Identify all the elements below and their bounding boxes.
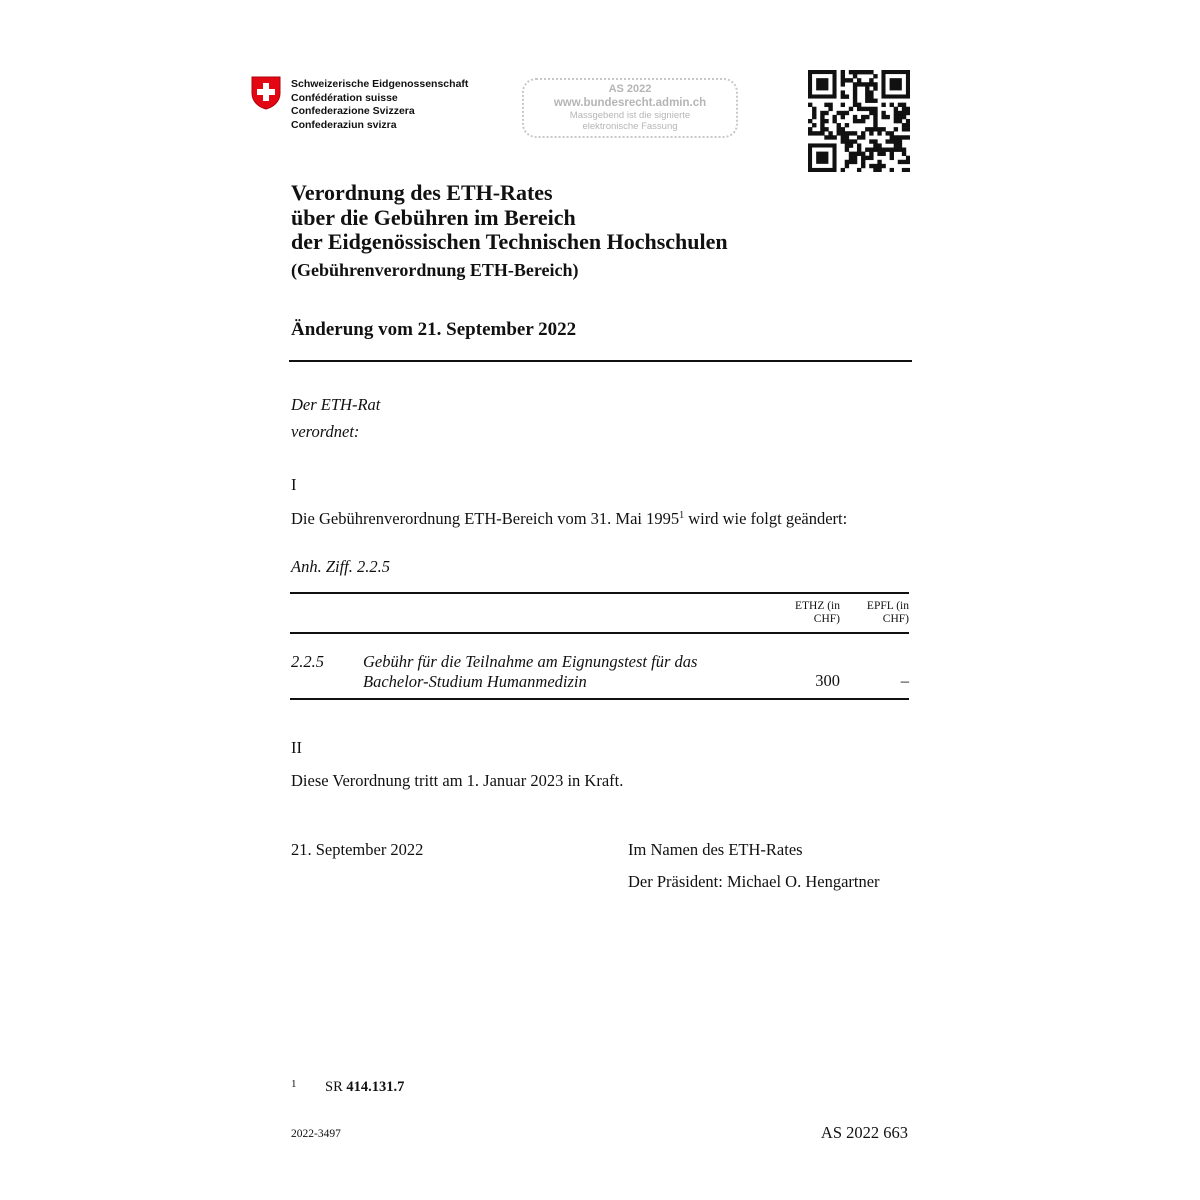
qr-code-icon[interactable]: [808, 70, 910, 172]
footnote-text: [325, 1079, 404, 1096]
stamp-line-4: elektronische Fassung: [582, 121, 678, 132]
epfl-header-line-1: EPFL (in: [866, 600, 909, 612]
swiss-coat-of-arms-icon: [251, 76, 281, 110]
column-header-epfl: [838, 600, 909, 626]
signature-president: Der Präsident: Michael O. Hengartner: [628, 872, 880, 891]
table-row-number: 2.2.5: [291, 652, 324, 671]
signature-date: 21. September 2022: [291, 840, 424, 859]
footnote-number: 1: [291, 1078, 297, 1090]
title-line-1: Verordnung des ETH-Rates: [291, 180, 553, 205]
table-cell-epfl: –: [900, 671, 909, 690]
table-top-rule: [290, 592, 909, 594]
table-row-description: [363, 652, 697, 692]
table-row-description-line-1: Gebühr für die Teilnahme am Eignungstest für das: [363, 652, 698, 671]
stamp-line-2: www.bundesrecht.admin.ch: [553, 97, 707, 109]
footnote-reference[interactable]: 1: [679, 510, 685, 521]
document-title: [291, 181, 728, 255]
stamp-line-1: AS 2022: [608, 83, 652, 95]
footnote-sr-number[interactable]: 414.131.7: [346, 1079, 405, 1095]
preamble-issuer: Der ETH-Rat: [291, 395, 381, 414]
section-2-text: Diese Verordnung tritt am 1. Januar 2023 in Kraft.: [291, 771, 624, 790]
section-1-text: [291, 509, 847, 529]
epfl-header-line-2: CHF): [882, 613, 909, 625]
title-divider: [289, 360, 912, 362]
table-cell-ethz: 300: [815, 671, 840, 690]
logo-line-rm: Confederaziun svizra: [291, 118, 397, 131]
section-numeral-2: II: [291, 738, 302, 757]
section-numeral-1: I: [291, 475, 297, 494]
preamble-verb: verordnet:: [291, 422, 360, 441]
footnote-prefix: SR: [325, 1079, 347, 1095]
publication-stamp: [522, 78, 738, 138]
logo-line-fr: Confédération suisse: [291, 91, 398, 104]
official-compilation-reference: AS 2022 663: [820, 1123, 908, 1142]
amendment-date: Änderung vom 21. September 2022: [291, 319, 577, 340]
short-title: (Gebührenverordnung ETH-Bereich): [291, 260, 579, 280]
document-id: 2022-3497: [291, 1128, 341, 1140]
logo-line-de: Schweizerische Eidgenossenschaft: [291, 78, 469, 90]
title-line-2: über die Gebühren im Bereich: [291, 204, 576, 230]
signature-on-behalf: Im Namen des ETH-Rates: [628, 840, 803, 859]
title-line-3: der Eidgenössischen Technischen Hochschulen: [291, 229, 728, 254]
logo-line-it: Confederazione Svizzera: [291, 105, 415, 117]
ethz-header-line-1: ETHZ (in: [794, 600, 840, 612]
preamble: [291, 391, 380, 445]
table-bottom-rule: [290, 698, 909, 700]
table-header-rule: [290, 632, 909, 634]
table-row-description-line-2: Bachelor-Studium Humanmedizin: [363, 672, 587, 691]
ethz-header-line-2: CHF): [813, 613, 840, 625]
annex-reference: Anh. Ziff. 2.2.5: [291, 557, 391, 576]
stamp-line-3: Massgebend ist die signierte: [569, 110, 691, 121]
column-header-ethz: [768, 600, 840, 626]
section-1-text-after: wird wie folgt geändert:: [684, 509, 848, 528]
section-1-text-before: Die Gebührenverordnung ETH-Bereich vom 31. Mai 1995: [291, 509, 680, 528]
confederation-names: [291, 78, 468, 132]
